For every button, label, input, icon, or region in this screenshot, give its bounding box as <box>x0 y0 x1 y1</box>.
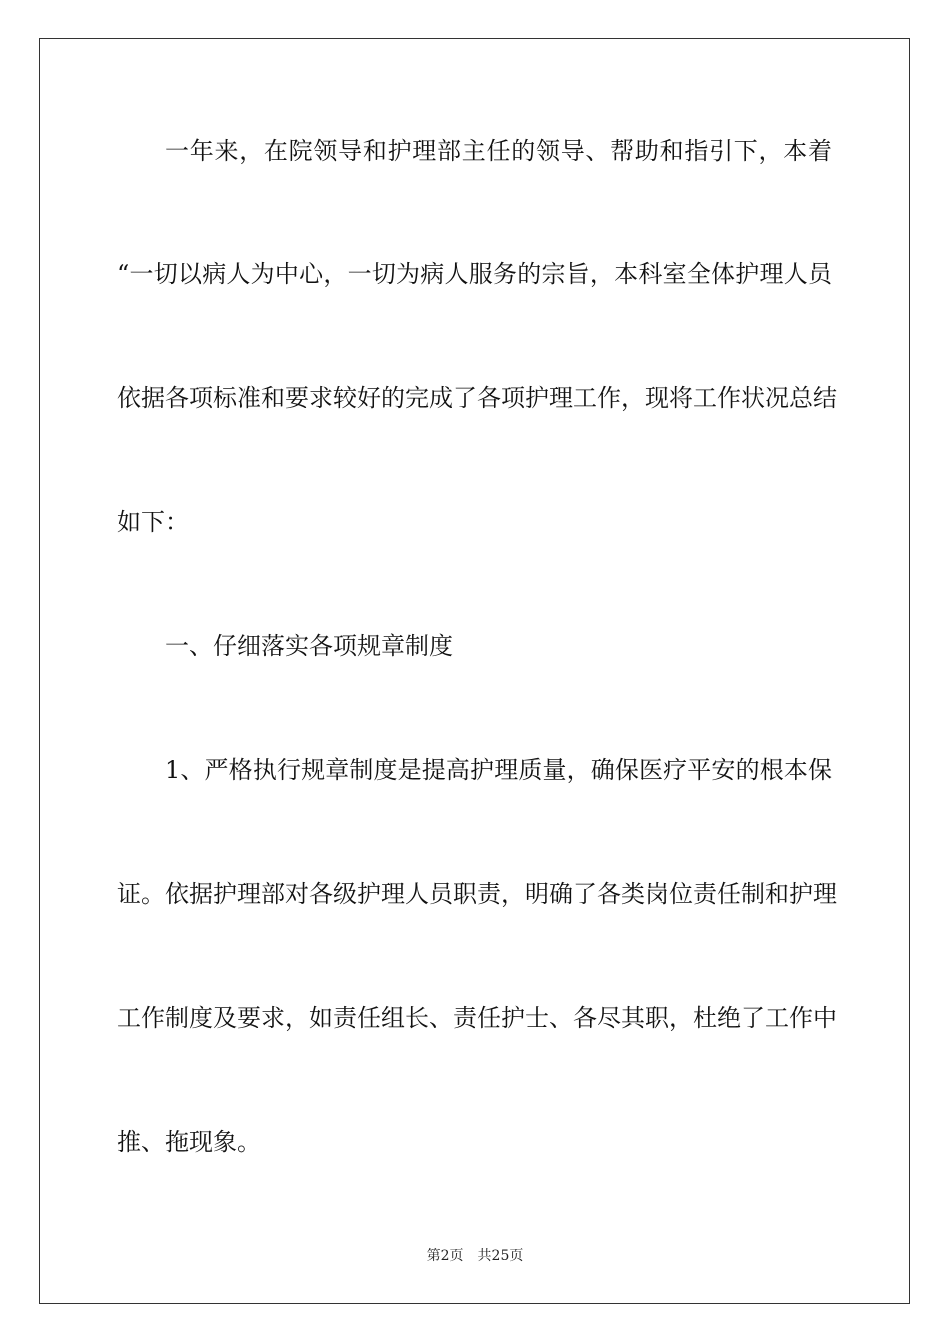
paragraph-1-line-3: 依据各项标准和要求较好的完成了各项护理工作，现将工作状况总结 <box>117 384 837 412</box>
paragraph-2-line-2: 证。依据护理部对各级护理人员职责，明确了各类岗位责任制和护理 <box>117 880 837 908</box>
page-border <box>39 38 910 1304</box>
page-number: 第2页 <box>426 1248 464 1264</box>
page-footer <box>0 1247 950 1265</box>
page-total: 共25页 <box>477 1248 524 1264</box>
paragraph-2-line-4: 推、拖现象。 <box>117 1128 261 1156</box>
section-heading: 一、仔细落实各项规章制度 <box>165 632 453 660</box>
paragraph-1-line-4: 如下： <box>117 508 189 536</box>
paragraph-1-line-1: 一年来，在院领导和护理部主任的领导、帮助和指引下，本着 <box>165 137 832 165</box>
paragraph-2-line-1: 1、严格执行规章制度是提高护理质量，确保医疗平安的根本保 <box>165 756 832 784</box>
paragraph-1-line-2: “一切以病人为中心，一切为病人服务的宗旨，本科室全体护理人员 <box>117 260 832 288</box>
paragraph-2-line-3: 工作制度及要求，如责任组长、责任护士、各尽其职，杜绝了工作中 <box>117 1004 837 1032</box>
